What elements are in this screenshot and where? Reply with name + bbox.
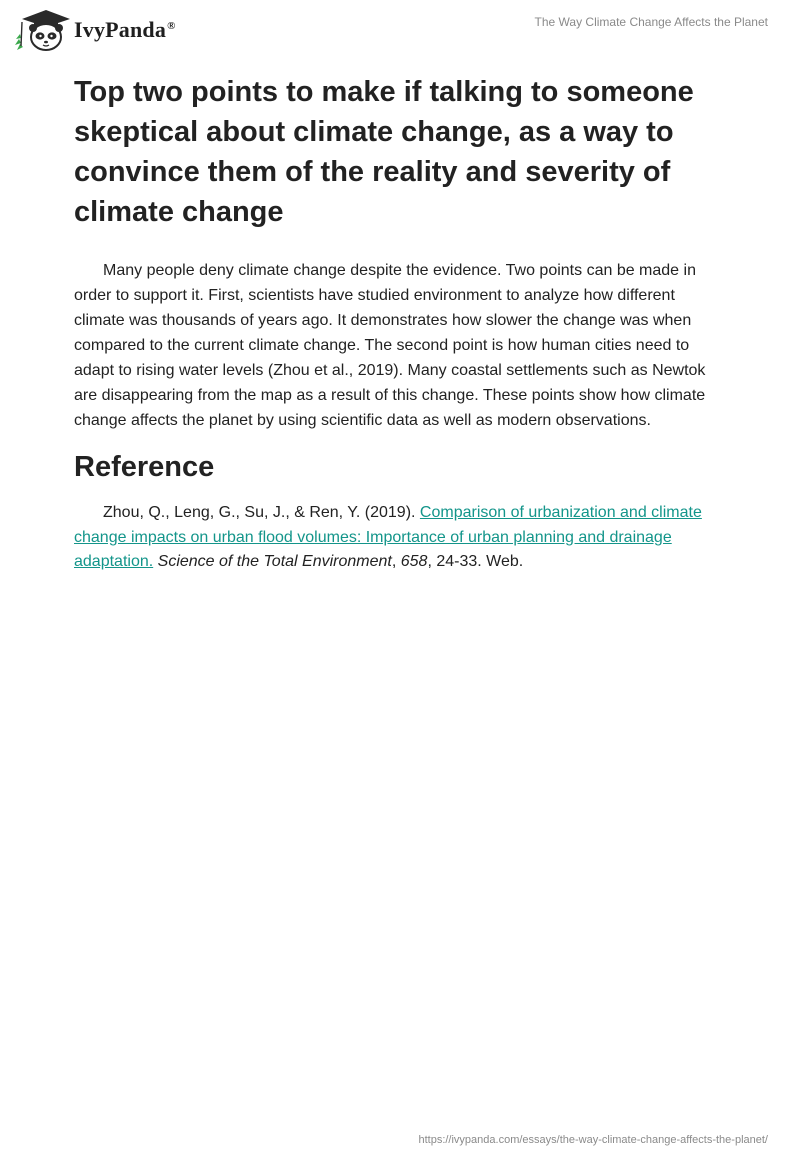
logo-name: IvyPanda: [74, 17, 167, 42]
reference-authors: Zhou, Q., Leng, G., Su, J., & Ren, Y. (2019).: [103, 504, 416, 521]
panda-graduate-icon: [14, 8, 72, 52]
body-paragraph: Many people deny climate change despite the evidence. Two points can be made in order to support it. First, scientists have studied environment to analyze how different climate was thousands of years ago. It demonstrates how slower the change was when compared to the current climate change. The second point is how human cities need to adapt to rising water levels (Zhou et al., 2019). Many coastal settlements such as Newtok are disappearing from the map as a result of this change. These points show how climate change affects the planet by using scientific data as well as modern observations.: [74, 262, 706, 429]
reference-pages: , 24-33. Web.: [427, 553, 524, 570]
ivypanda-logo[interactable]: [14, 8, 176, 52]
document-content: [74, 72, 726, 575]
registered-mark: ®: [167, 19, 176, 32]
reference-title-link[interactable]: Comparison of urbanization and climate change impacts on urban flood volumes: Importance of urban planning and drainage adaptation.: [74, 504, 702, 570]
footer-url: https://ivypanda.com/essays/the-way-climate-change-affects-the-planet/: [418, 1134, 768, 1146]
running-header-title: The Way Climate Change Affects the Planet: [534, 15, 768, 29]
reference-heading: Reference: [74, 451, 215, 483]
logo-wordmark: [74, 17, 176, 43]
reference-journal: Science of the Total Environment: [157, 553, 392, 570]
reference-separator: ,: [391, 553, 401, 570]
page-title: Top two points to make if talking to someone skeptical about climate change, as a way to convince them of the reality and severity of climate change: [74, 76, 694, 228]
reference-entry: [74, 501, 726, 575]
reference-volume: 658: [400, 553, 428, 570]
